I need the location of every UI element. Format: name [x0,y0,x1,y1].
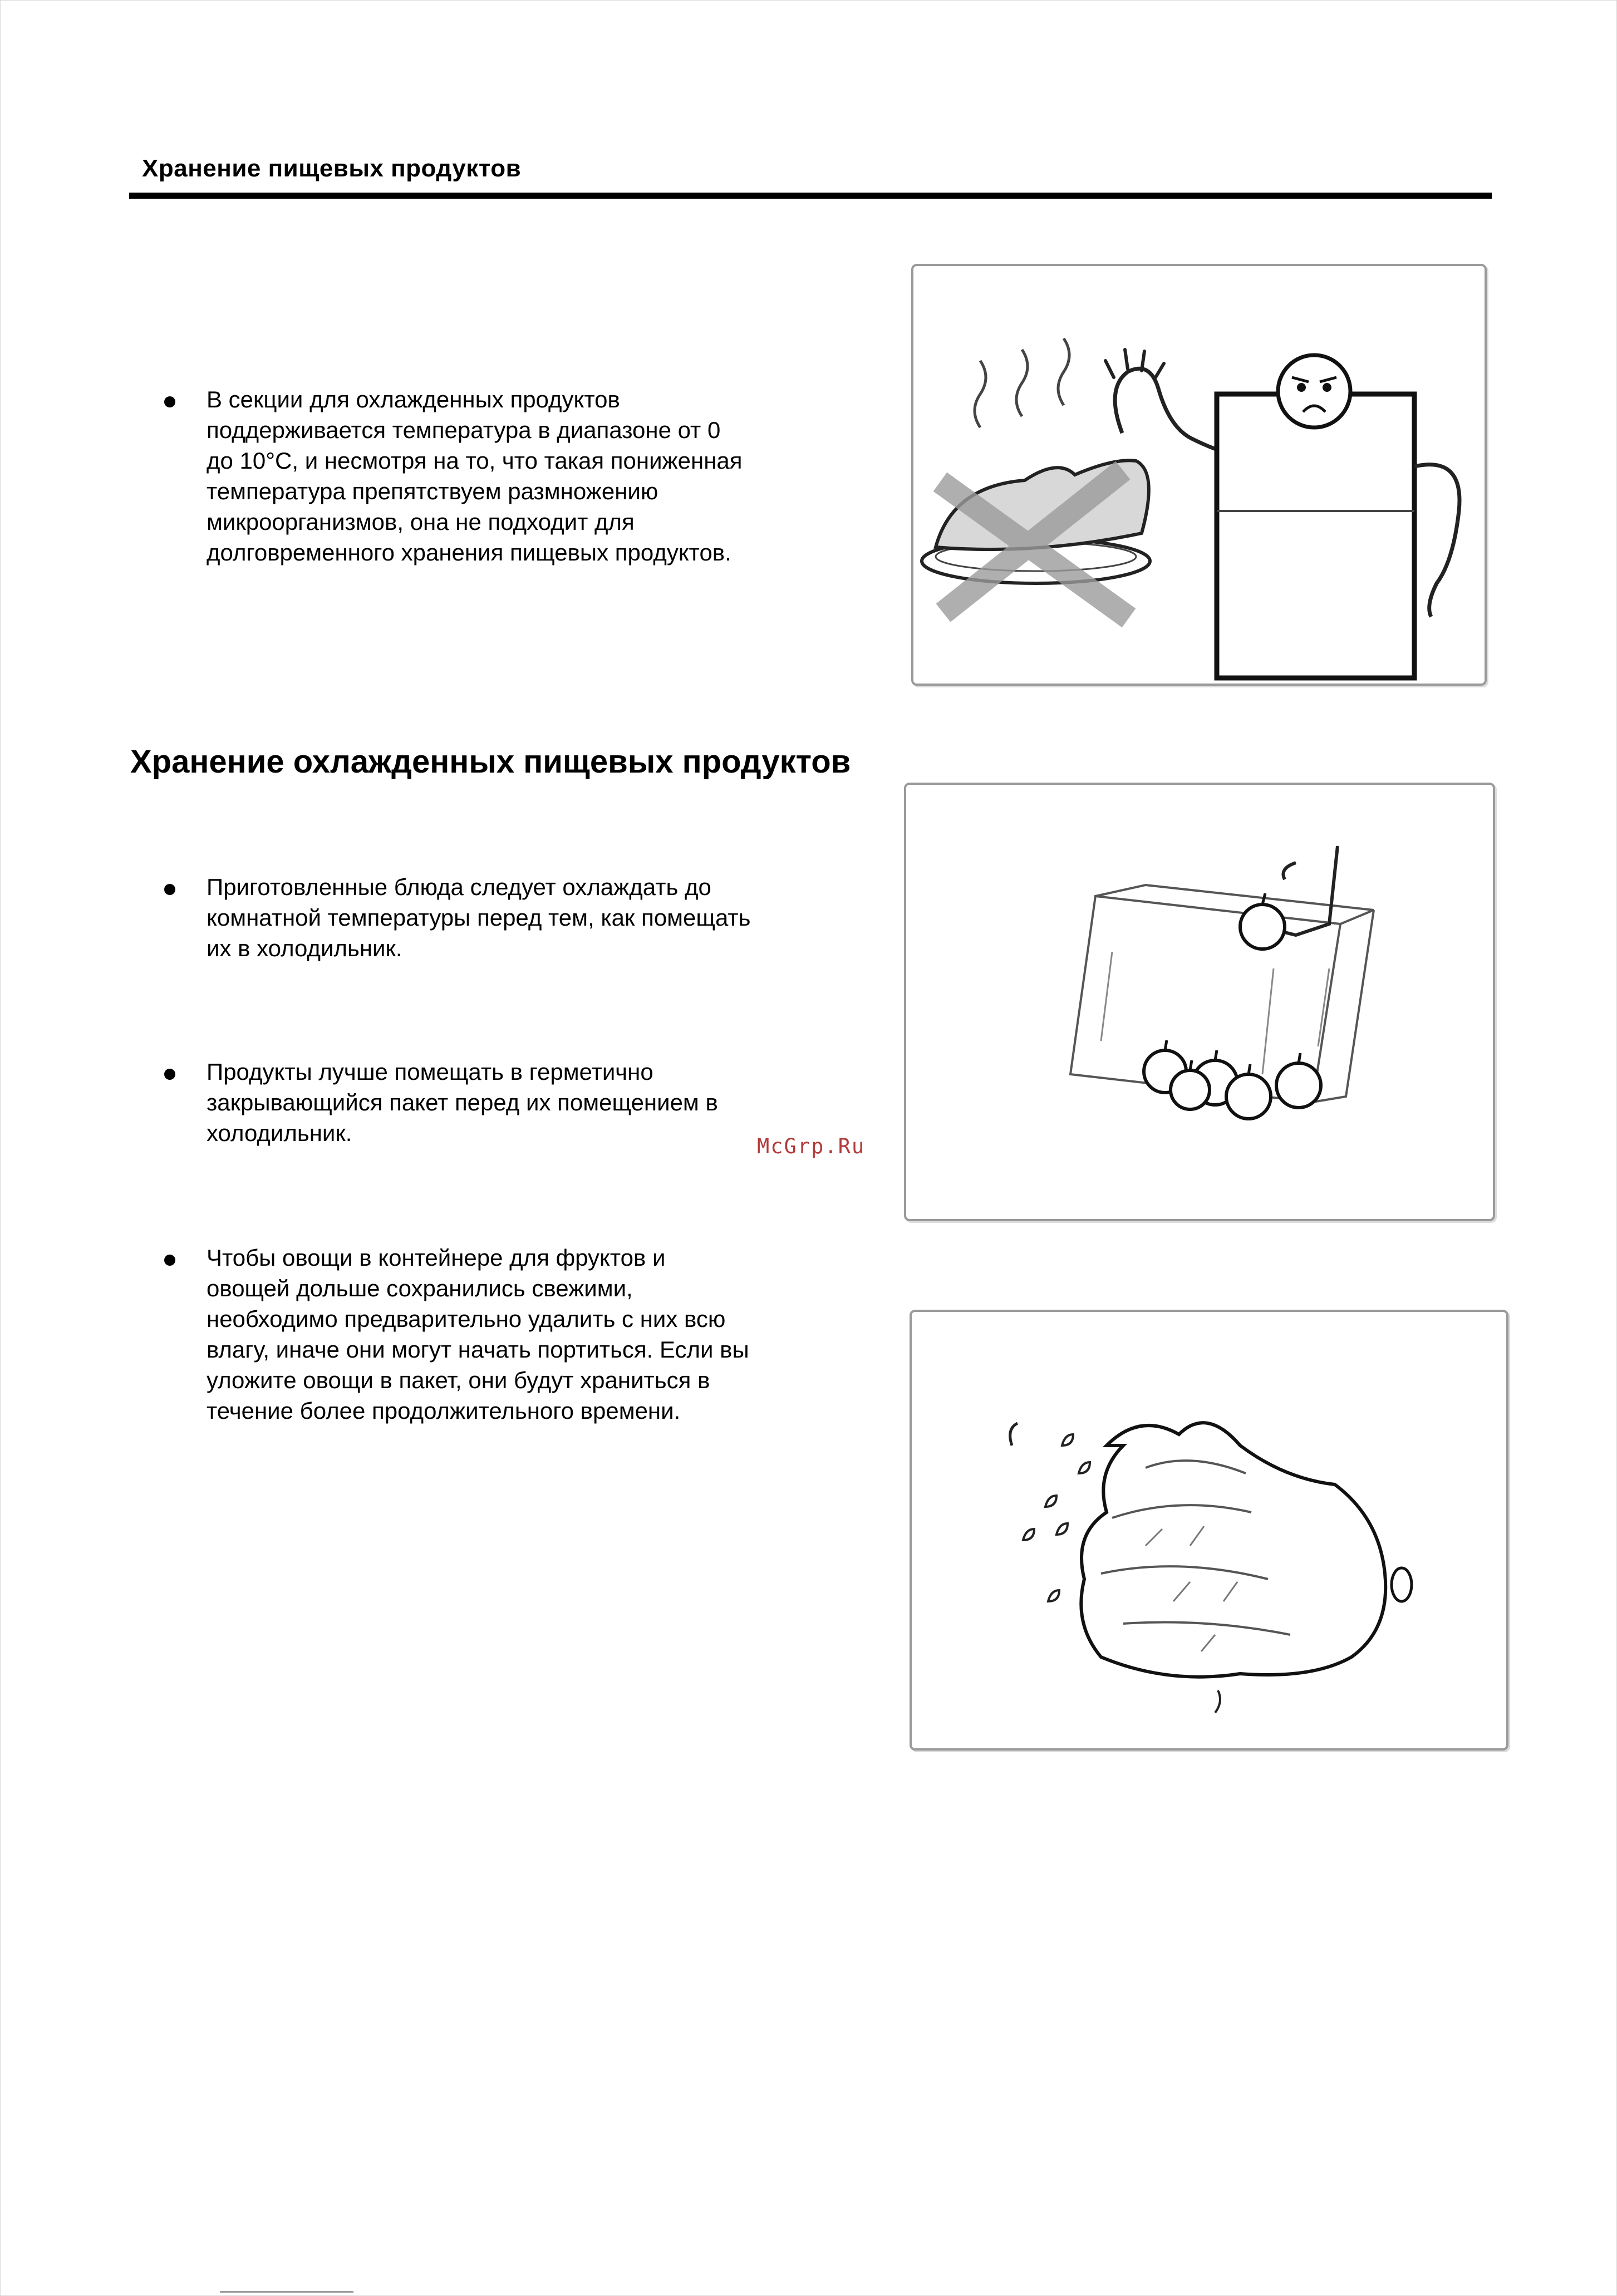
bullet-text: Приготовленные блюда следует охлаждать до комнатной температуры перед тем, как помещать их в холодильник. [207,874,751,961]
refrigerator-refusing-hot-food-illustration [913,266,1485,684]
figure-hot-food-fridge [911,264,1487,686]
page-header-title: Хранение пищевых продуктов [142,155,522,182]
bullet-dot [164,1069,175,1080]
bullet-dot [164,396,175,407]
header-rule [129,193,1492,199]
figure-lettuce [910,1310,1508,1751]
figure-apples-bag [904,783,1495,1221]
bullet-text: Чтобы овощи в контейнере для фруктов и овощей дольше сохранились свежими, необходимо предварительно удалить с них всю влагу, иначе они могут начать портиться. Если вы уложите овощи в пакет, они будут храниться в течение более продолжительного времени. [207,1245,749,1424]
bullet-dot [164,884,175,895]
wet-lettuce-illustration [912,1312,1506,1748]
watermark: McGrp.Ru [757,1134,866,1158]
section-title: Хранение охлажденных пищевых продуктов [130,744,851,780]
bullet-text: Продукты лучше помещать в герметично закрывающийся пакет перед их помещением в холодильник. [207,1059,718,1146]
footer-mark [220,2291,353,2293]
apples-into-plastic-bag-illustration [906,785,1493,1219]
bullet-text: В секции для охлажденных продуктов поддерживается температура в диапазоне от 0 до 10°С, и несмотря на то, что такая пониженная температура препятствуем размножению микроорганизмов, она не подходит для долговременного хранения пищевых продуктов. [207,386,743,566]
bullet-dot [164,1255,175,1266]
